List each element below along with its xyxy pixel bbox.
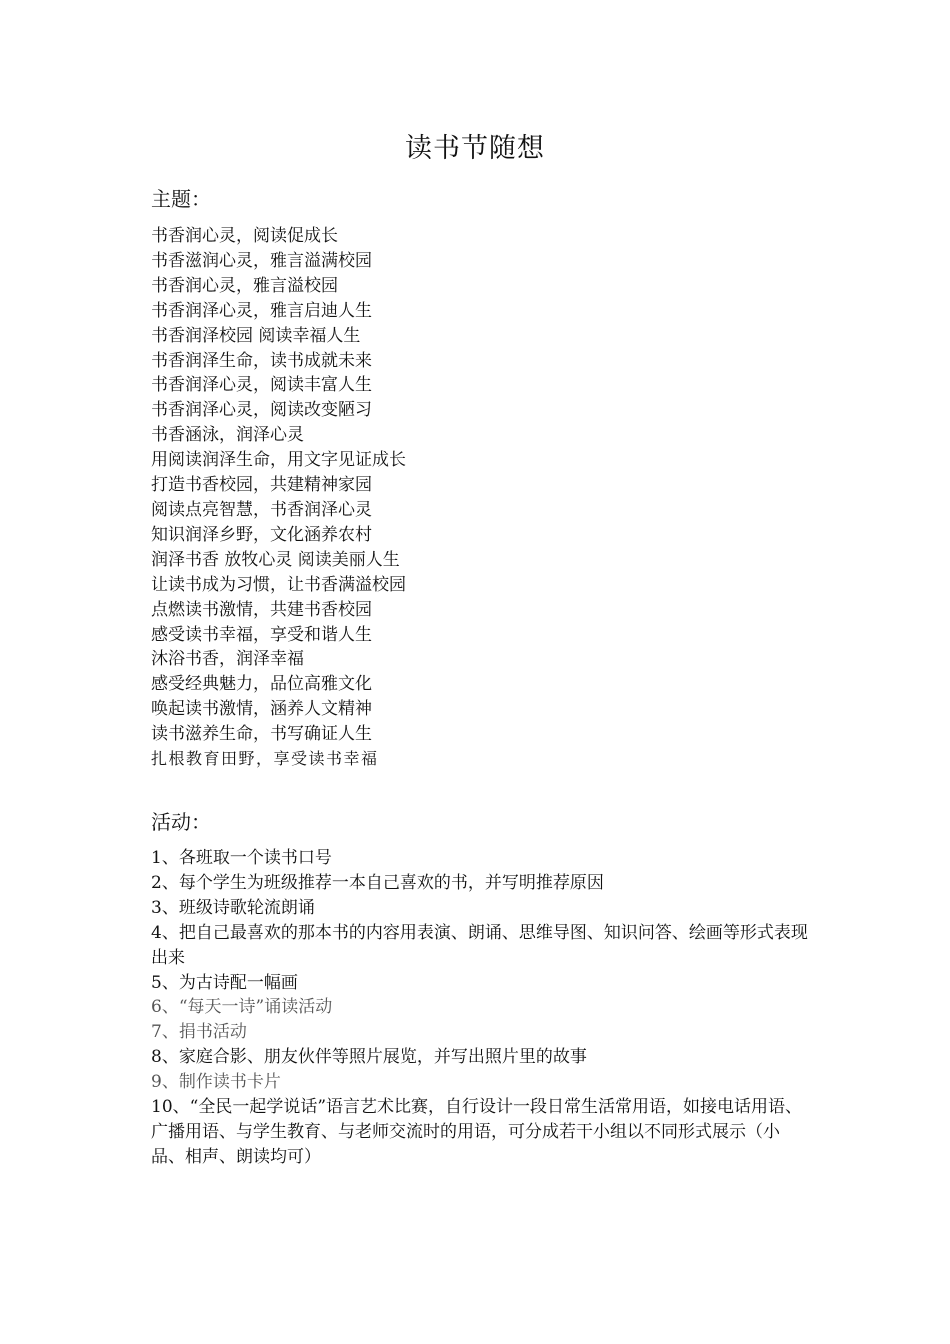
activity-list [151,846,811,1170]
theme-item: 书香润泽校园 阅读幸福人生 [151,325,361,346]
activity-item: 9、制作读书卡片 [151,1072,281,1093]
theme-item: 书香润泽心灵，阅读丰富人生 [151,375,372,396]
theme-item: 知识润泽乡野，文化涵养农村 [151,524,372,545]
theme-item: 书香润泽心灵，阅读改变陋习 [151,400,372,421]
activity-heading: 活动： [151,810,211,834]
theme-item: 点燃读书激情，共建书香校园 [151,599,372,620]
activity-item: 4、把自己最喜欢的那本书的内容用表演、朗诵、思维导图、知识问答、绘画等形式表现出来 [151,922,808,968]
theme-item: 感受经典魅力，品位高雅文化 [151,674,372,695]
theme-item: 阅读点亮智慧，书香润泽心灵 [151,499,372,520]
theme-item: 读书滋养生命，书写确证人生 [151,724,372,745]
theme-item: 书香润泽心灵，雅言启迪人生 [151,300,372,321]
theme-list [151,224,406,772]
theme-item: 书香润心灵，阅读促成长 [151,226,338,246]
activity-item: 10、“全民一起学说话”语言艺术比赛，自行设计一段日常生活常用语，如接电话用语、广播用语、与学生教育、与老师交流时的用语，可分成若干小组以不同形式展示（小品、相声、朗读均可） [151,1097,803,1167]
activity-item: 7、捐书活动 [151,1022,247,1043]
theme-item: 唤起读书激情，涵养人文精神 [151,699,372,720]
activity-item: 2、每个学生为班级推荐一本自己喜欢的书，并写明推荐原因 [151,872,604,893]
activity-item: 5、为古诗配一幅画 [151,972,298,993]
activity-item: 8、家庭合影、朋友伙伴等照片展览，并写出照片里的故事 [151,1047,587,1068]
document-title: 读书节随想 [405,133,545,164]
theme-item: 润泽书香 放牧心灵 阅读美丽人生 [151,549,400,570]
theme-item: 用阅读润泽生命，用文字见证成长 [151,450,406,471]
theme-item: 打造书香校园，共建精神家园 [151,475,372,496]
theme-item: 书香涵泳，润泽心灵 [151,425,304,446]
activity-item: 1、各班取一个读书口号 [151,848,332,868]
theme-item: 书香滋润心灵，雅言溢满校园 [151,250,372,271]
theme-item: 书香润泽生命，读书成就未来 [151,350,372,371]
activity-item: 6、“每天一诗”诵读活动 [151,997,333,1018]
theme-item: 扎根教育田野，享受读书幸福 [151,749,379,769]
theme-item: 书香润心灵，雅言溢校园 [151,275,338,296]
theme-heading: 主题： [151,187,211,211]
theme-item: 让读书成为习惯，让书香满溢校园 [151,574,406,595]
theme-item: 沐浴书香，润泽幸福 [151,649,304,670]
theme-item: 感受读书幸福，享受和谐人生 [151,624,372,645]
activity-item: 3、班级诗歌轮流朗诵 [151,897,315,918]
